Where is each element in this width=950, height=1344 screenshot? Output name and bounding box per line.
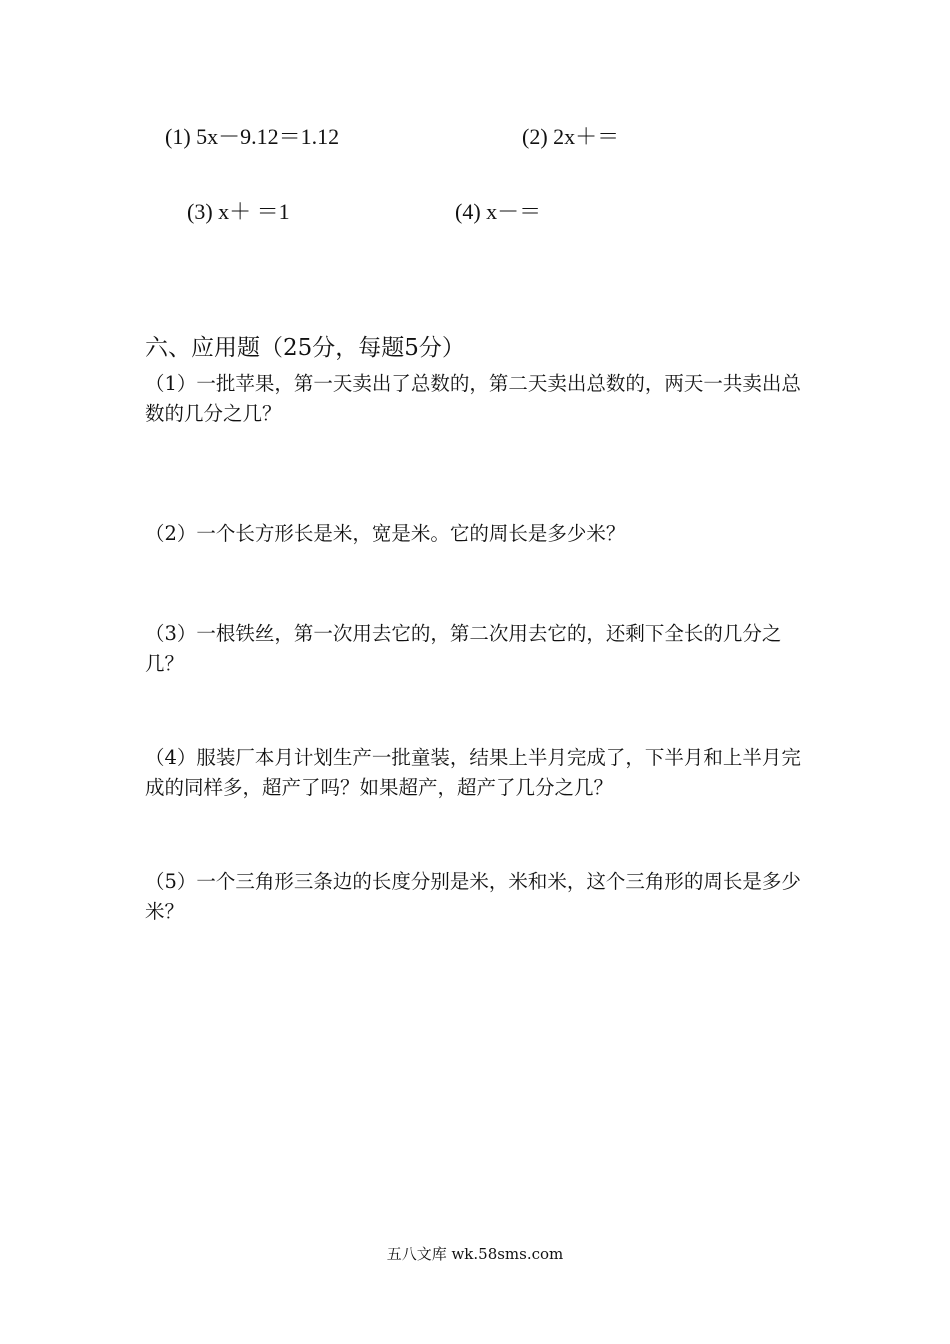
- problem-5: （5）一个三角形三条边的长度分别是米，米和米，这个三角形的周长是多少米？: [145, 870, 801, 923]
- problem-2: （2）一个长方形长是米，宽是米。它的周长是多少米？: [145, 522, 626, 545]
- equation-4: (4) x－＝: [455, 199, 542, 224]
- section-title: 六、应用题（25分，每题5分）: [145, 335, 465, 361]
- problem-3: （3）一根铁丝，第一次用去它的，第二次用去它的，还剩下全长的几分之几？: [145, 622, 782, 675]
- equation-1: (1) 5x－9.12＝1.12: [165, 124, 340, 149]
- problem-4: （4）服装厂本月计划生产一批童装，结果上半月完成了，下半月和上半月完成的同样多，超产了吗？如果超产，超产了几分之几？: [145, 746, 801, 799]
- equation-2: (2) 2x＋＝: [522, 124, 620, 149]
- equation-3: (3) x＋ ＝1: [187, 199, 290, 224]
- footer-watermark: 五八文库 wk.58sms.com: [386, 1245, 564, 1263]
- problem-1: （1）一批苹果，第一天卖出了总数的，第二天卖出总数的，两天一共卖出总数的几分之几？: [145, 372, 801, 425]
